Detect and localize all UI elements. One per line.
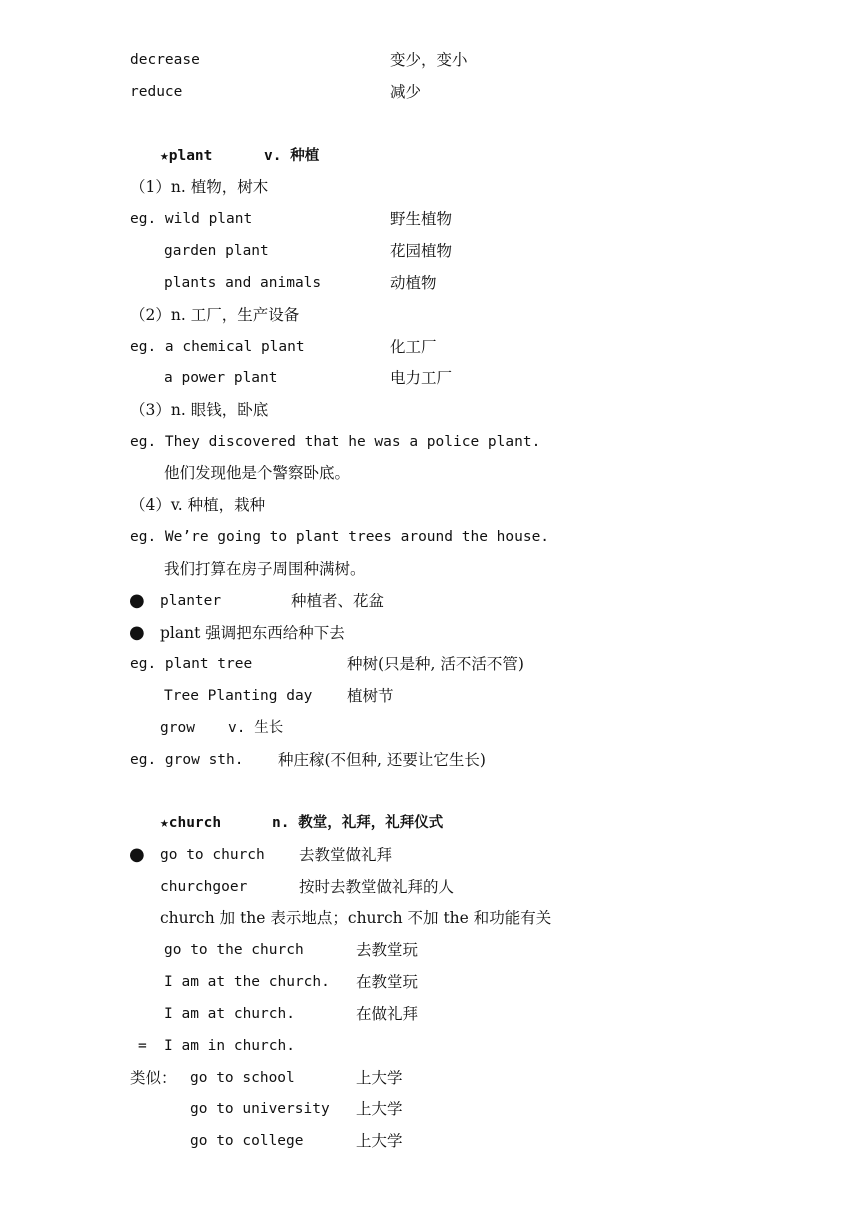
document-line — [0, 44, 860, 76]
document-line — [0, 998, 860, 1030]
text-segment: 上大学 — [356, 1069, 403, 1087]
text-segment: 种庄稼(不但种, 还要让它生长) — [278, 751, 486, 769]
document-line — [0, 489, 860, 521]
text-segment: plant 强调把东西给种下去 — [160, 624, 345, 642]
text-segment: I am at the church. — [164, 974, 330, 990]
text-segment: v. 种植 — [264, 148, 320, 164]
text-segment: 化工厂 — [390, 338, 437, 356]
text-segment: go to church — [160, 847, 265, 863]
text-segment: （1）n. 植物，树木 — [130, 178, 269, 196]
text-segment: 按时去教堂做礼拜的人 — [299, 878, 455, 896]
document-line — [0, 140, 860, 172]
document-line — [0, 902, 860, 934]
text-segment: 电力工厂 — [390, 369, 453, 387]
text-segment: 去教堂玩 — [356, 941, 419, 959]
text-segment: 上大学 — [356, 1100, 403, 1118]
document-line — [0, 966, 860, 998]
document-line — [0, 235, 860, 267]
text-segment: planter — [160, 593, 222, 609]
text-segment: ★plant — [160, 148, 213, 164]
text-segment: go to college — [190, 1133, 304, 1149]
text-segment: grow — [160, 720, 195, 736]
text-segment: （2）n. 工厂，生产设备 — [130, 306, 300, 324]
document-line — [0, 171, 860, 203]
text-segment: 动植物 — [390, 274, 437, 292]
text-segment: eg. wild plant — [130, 211, 253, 227]
text-segment: 去教堂做礼拜 — [299, 846, 393, 864]
bullet-icon: ● — [129, 590, 145, 611]
text-segment: eg. plant tree — [130, 656, 253, 672]
document-line — [0, 331, 860, 363]
document-line — [0, 648, 860, 680]
document-line — [0, 521, 860, 553]
document-line — [0, 934, 860, 966]
bullet-icon: ● — [129, 622, 145, 643]
text-segment: I am in church. — [164, 1038, 295, 1054]
text-segment: I am at church. — [164, 1006, 295, 1022]
text-segment: eg. We’re going to plant trees around the house. — [130, 529, 550, 545]
text-segment: 变少，变小 — [390, 51, 468, 69]
text-segment: 种植者、花盆 — [291, 592, 385, 610]
text-segment: 在教堂玩 — [356, 973, 419, 991]
text-segment: Tree Planting day — [164, 688, 313, 704]
document-line — [0, 267, 860, 299]
document-line — [0, 744, 860, 776]
document-line — [0, 1125, 860, 1157]
text-segment: 减少 — [390, 83, 422, 101]
document-line — [0, 617, 860, 649]
text-segment: 花园植物 — [390, 242, 453, 260]
text-segment: （4）v. 种植，栽种 — [130, 496, 266, 514]
text-segment: 上大学 — [356, 1132, 403, 1150]
document-line — [0, 1030, 860, 1062]
text-segment: = — [138, 1038, 147, 1054]
text-segment: 他们发现他是个警察卧底。 — [164, 464, 351, 482]
document-line — [0, 362, 860, 394]
document-line — [0, 299, 860, 331]
text-segment: 野生植物 — [390, 210, 453, 228]
text-segment: v. 生长 — [228, 720, 284, 736]
document-line — [0, 1093, 860, 1125]
text-segment: churchgoer — [160, 879, 248, 895]
text-segment: ★church — [160, 815, 222, 831]
text-segment: 种树(只是种, 活不活不管) — [347, 655, 524, 673]
text-segment: 在做礼拜 — [356, 1005, 419, 1023]
text-segment: garden plant — [164, 243, 269, 259]
text-segment: go to school — [190, 1070, 295, 1086]
document-line — [0, 553, 860, 585]
text-segment: eg. grow sth. — [130, 752, 244, 768]
text-segment: reduce — [130, 84, 183, 100]
text-segment: 类似： — [130, 1069, 177, 1087]
text-segment: eg. They discovered that he was a police plant. — [130, 434, 541, 450]
document-line — [0, 426, 860, 458]
text-segment: church 加 the 表示地点；church 不加 the 和功能有关 — [160, 909, 552, 927]
text-segment: go to university — [190, 1101, 330, 1117]
bullet-icon: ● — [129, 844, 145, 865]
text-segment: （3）n. 眼钱，卧底 — [130, 401, 269, 419]
text-segment: a power plant — [164, 370, 278, 386]
document-line — [0, 807, 860, 839]
document-line — [0, 839, 860, 871]
text-segment: plants and animals — [164, 275, 322, 291]
text-segment: decrease — [130, 52, 200, 68]
text-segment: eg. a chemical plant — [130, 339, 305, 355]
text-segment: 我们打算在房子周围种满树。 — [164, 560, 366, 578]
document-line — [0, 1062, 860, 1094]
document-line — [0, 457, 860, 489]
document-line — [0, 712, 860, 744]
document-line — [0, 871, 860, 903]
text-segment: n. 教堂，礼拜，礼拜仪式 — [272, 815, 444, 831]
text-segment: 植树节 — [347, 687, 394, 705]
text-segment: go to the church — [164, 942, 304, 958]
document-line — [0, 76, 860, 108]
document-line — [0, 394, 860, 426]
document-line — [0, 680, 860, 712]
document-line — [0, 203, 860, 235]
document-line — [0, 585, 860, 617]
